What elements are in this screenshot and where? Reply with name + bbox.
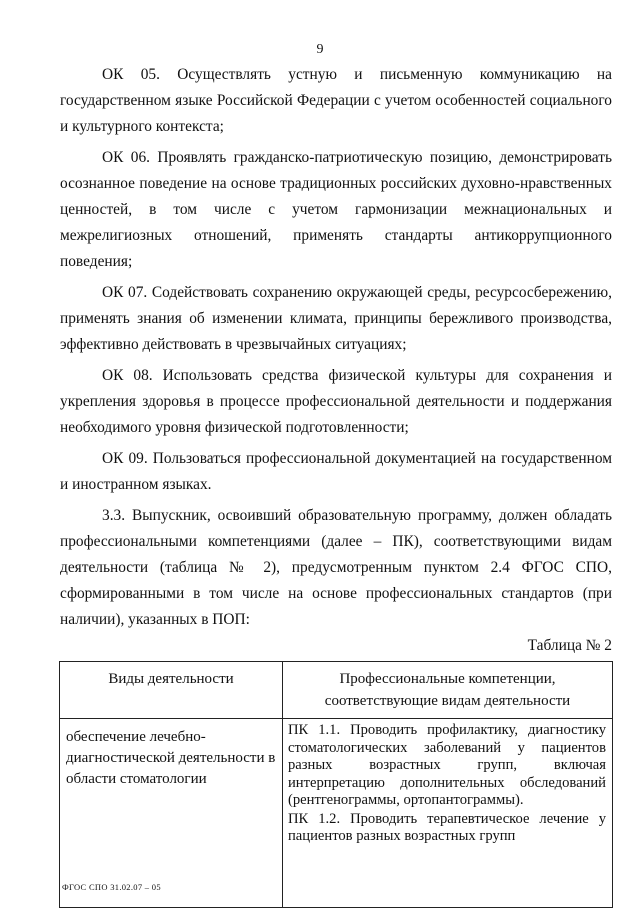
- table-row: [60, 719, 613, 908]
- paragraph-3-3: 3.3. Выпускник, освоивший образовательную программу, должен обладать профессиональными компетенциями (далее – ПК), соответствующими видам деятельности (таблица № 2), предусмотренным пунктом 2.4 ФГОС СПО, сформированными в том числе на основе профессиональных стандартов (при наличии), указанных в ПОП:: [60, 507, 612, 628]
- table-caption: Таблица № 2: [527, 637, 612, 654]
- paragraph-ok-07: ОК 07. Содействовать сохранению окружающей среды, ресурсосбережению, применять знания об изменении климата, принципы бережливого производства, эффективно действовать в чрезвычайных ситуациях;: [60, 284, 612, 353]
- header-competencies: Профессиональные компетенции, соответствующие видам деятельности: [283, 662, 613, 719]
- table-header-row: [60, 662, 613, 719]
- paragraph-ok-09: ОК 09. Пользоваться профессиональной документацией на государственном и иностранном языках.: [60, 450, 612, 493]
- competencies-cell: [283, 719, 613, 908]
- competencies-table: [59, 661, 613, 908]
- competency-pk-1-2: ПК 1.2. Проводить терапевтическое лечение у пациентов разных возрастных групп: [288, 810, 606, 844]
- document-body: [60, 62, 612, 638]
- paragraph-ok-06: ОК 06. Проявлять гражданско-патриотическую позицию, демонстрировать осознанное поведение на основе традиционных российских духовно-нравственных ценностей, в том числе с учетом гармонизации межнациональных и межрелигиозных отношений, применять стандарты антикоррупционного поведения;: [60, 149, 612, 270]
- paragraph-ok-08: ОК 08. Использовать средства физической культуры для сохранения и укрепления здоровья в процессе профессиональной деятельности и поддержания необходимого уровня физической подготовленности;: [60, 367, 612, 436]
- document-footer: ФГОС СПО 31.02.07 – 05: [62, 882, 161, 892]
- competency-pk-1-1: ПК 1.1. Проводить профилактику, диагностику стоматологических заболеваний у пациентов разных возрастных групп, включая интерпретацию дополнительных обследований (рентгенограммы, ортопантограммы).: [288, 722, 606, 808]
- page-number: 9: [316, 42, 324, 57]
- paragraph-ok-05: ОК 05. Осуществлять устную и письменную коммуникацию на государственном языке Российской Федерации с учетом особенностей социального и культурного контекста;: [60, 66, 612, 135]
- header-activity: Виды деятельности: [60, 662, 283, 719]
- activity-cell: обеспечение лечебно-диагностической деятельности в области стоматологии: [60, 719, 283, 908]
